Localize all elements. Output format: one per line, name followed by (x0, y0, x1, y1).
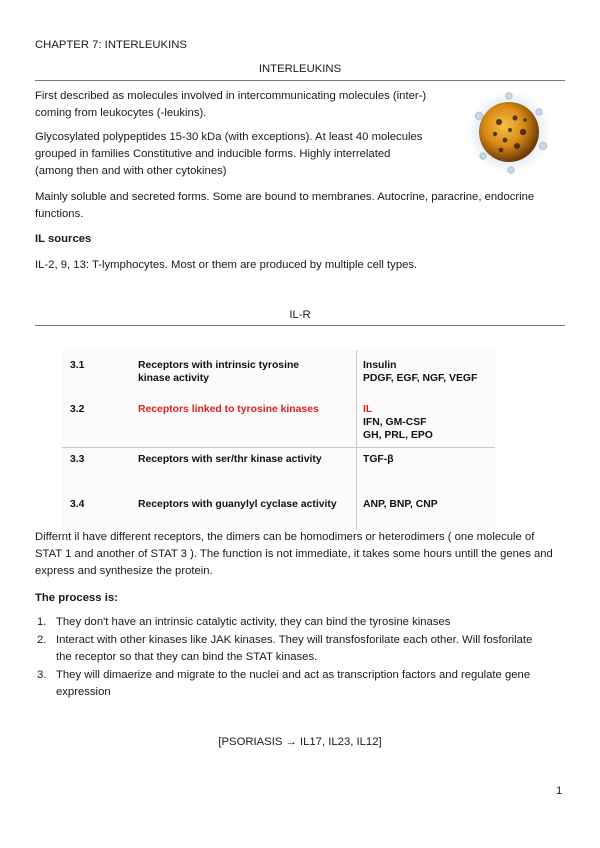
ilr-divider (35, 325, 565, 326)
receptor-name-line: Receptors with intrinsic tyrosine (138, 360, 300, 371)
process-heading: The process is: (35, 592, 118, 604)
table-row (62, 350, 495, 399)
list-number: 2. (37, 634, 47, 646)
ligand-line: PDGF, EGF, NGF, VEGF (363, 373, 478, 384)
receptor-table (62, 350, 495, 529)
receptors-paragraph (35, 529, 553, 580)
ligand-line: IL (363, 404, 373, 415)
list-item (37, 667, 566, 701)
ligands (357, 399, 496, 448)
table-row (62, 399, 495, 448)
text-line: functions. (35, 208, 84, 220)
intro-paragraph-2 (35, 129, 422, 180)
text-line: the receptor so that they can bind the STAT kinases. (56, 651, 318, 663)
ligands (357, 490, 496, 529)
list-number: 1. (37, 616, 47, 628)
ligand-line: TGF-β (363, 454, 394, 465)
receptor-name (138, 448, 357, 491)
text-line: grouped in families Constitutive and inducible forms. Highly interrelated (35, 148, 391, 160)
receptor-name (138, 399, 357, 448)
receptor-name-line: kinase activity (138, 373, 210, 384)
text-line: They don't have an intrinsic catalytic activity, they can bind the tyrosine kinases (56, 616, 451, 628)
text-line: STAT 1 and another of STAT 3 ). The function is not immediate, it takes some hours untill the genes and (35, 548, 553, 560)
row-number: 3.3 (62, 448, 138, 491)
row-number: 3.2 (70, 404, 85, 415)
receptor-name-line: Receptors linked to tyrosine kinases (138, 404, 319, 415)
row-number: 3.4 (70, 499, 85, 510)
table-row (62, 490, 495, 529)
ilr-title: IL-R (289, 309, 311, 321)
chapter-heading: CHAPTER 7: INTERLEUKINS (35, 39, 187, 51)
ligand-line: Insulin (363, 360, 397, 371)
section-divider (35, 80, 565, 81)
intro-paragraph-1 (35, 88, 426, 122)
text-line: expression (56, 686, 111, 698)
ligands (357, 448, 496, 491)
text-line: Interact with other kinases like JAK kinases. They will transfosforilate each other. Will fosforilate (56, 634, 533, 646)
text-line: First described as molecules involved in intercommunicating molecules (inter-) (35, 90, 427, 102)
receptor-name (138, 350, 357, 399)
text-line: Differnt il have different receptors, the dimers can be homodimers or heterodimers ( one molecule of (35, 531, 535, 543)
leukocyte-image (465, 86, 553, 176)
text-line: They will dimaerize and migrate to the nuclei and act as transcription factors and regulate gene (56, 669, 531, 681)
receptor-name-line: Receptors with ser/thr kinase activity (138, 454, 322, 465)
text-line: Glycosylated polypeptides 15-30 kDa (with exceptions). At least 40 molecules (35, 131, 423, 143)
text-line: express and synthesize the protein. (35, 565, 213, 577)
il-sources-text: IL-2, 9, 13: T-lymphocytes. Most or them are produced by multiple cell types. (35, 259, 418, 271)
text-line: Mainly soluble and secreted forms. Some are bound to membranes. Autocrine, paracrine, endocrine (35, 191, 535, 203)
ligand-line: GH, PRL, EPO (363, 430, 433, 441)
text-line: coming from leukocytes (-leukins). (35, 107, 207, 119)
ligands (357, 350, 496, 399)
row-number: 3.1 (70, 360, 85, 371)
table-row (62, 448, 495, 491)
intro-paragraph-3 (35, 189, 534, 223)
psoriasis-note: [PSORIASIS → IL17, IL23, IL12] (218, 736, 382, 748)
text-line: (among then and with other cytokines) (35, 165, 227, 177)
il-sources-heading: IL sources (35, 233, 92, 245)
receptor-name (138, 490, 357, 529)
receptor-name-line: Receptors with guanylyl cyclase activity (138, 499, 337, 510)
list-item (37, 614, 566, 631)
list-number: 3. (37, 669, 47, 681)
section-title: INTERLEUKINS (258, 63, 342, 75)
ligand-line: IFN, GM-CSF (363, 417, 427, 428)
list-item (37, 632, 566, 666)
ligand-line: ANP, BNP, CNP (363, 499, 438, 510)
page-number: 1 (556, 785, 563, 797)
